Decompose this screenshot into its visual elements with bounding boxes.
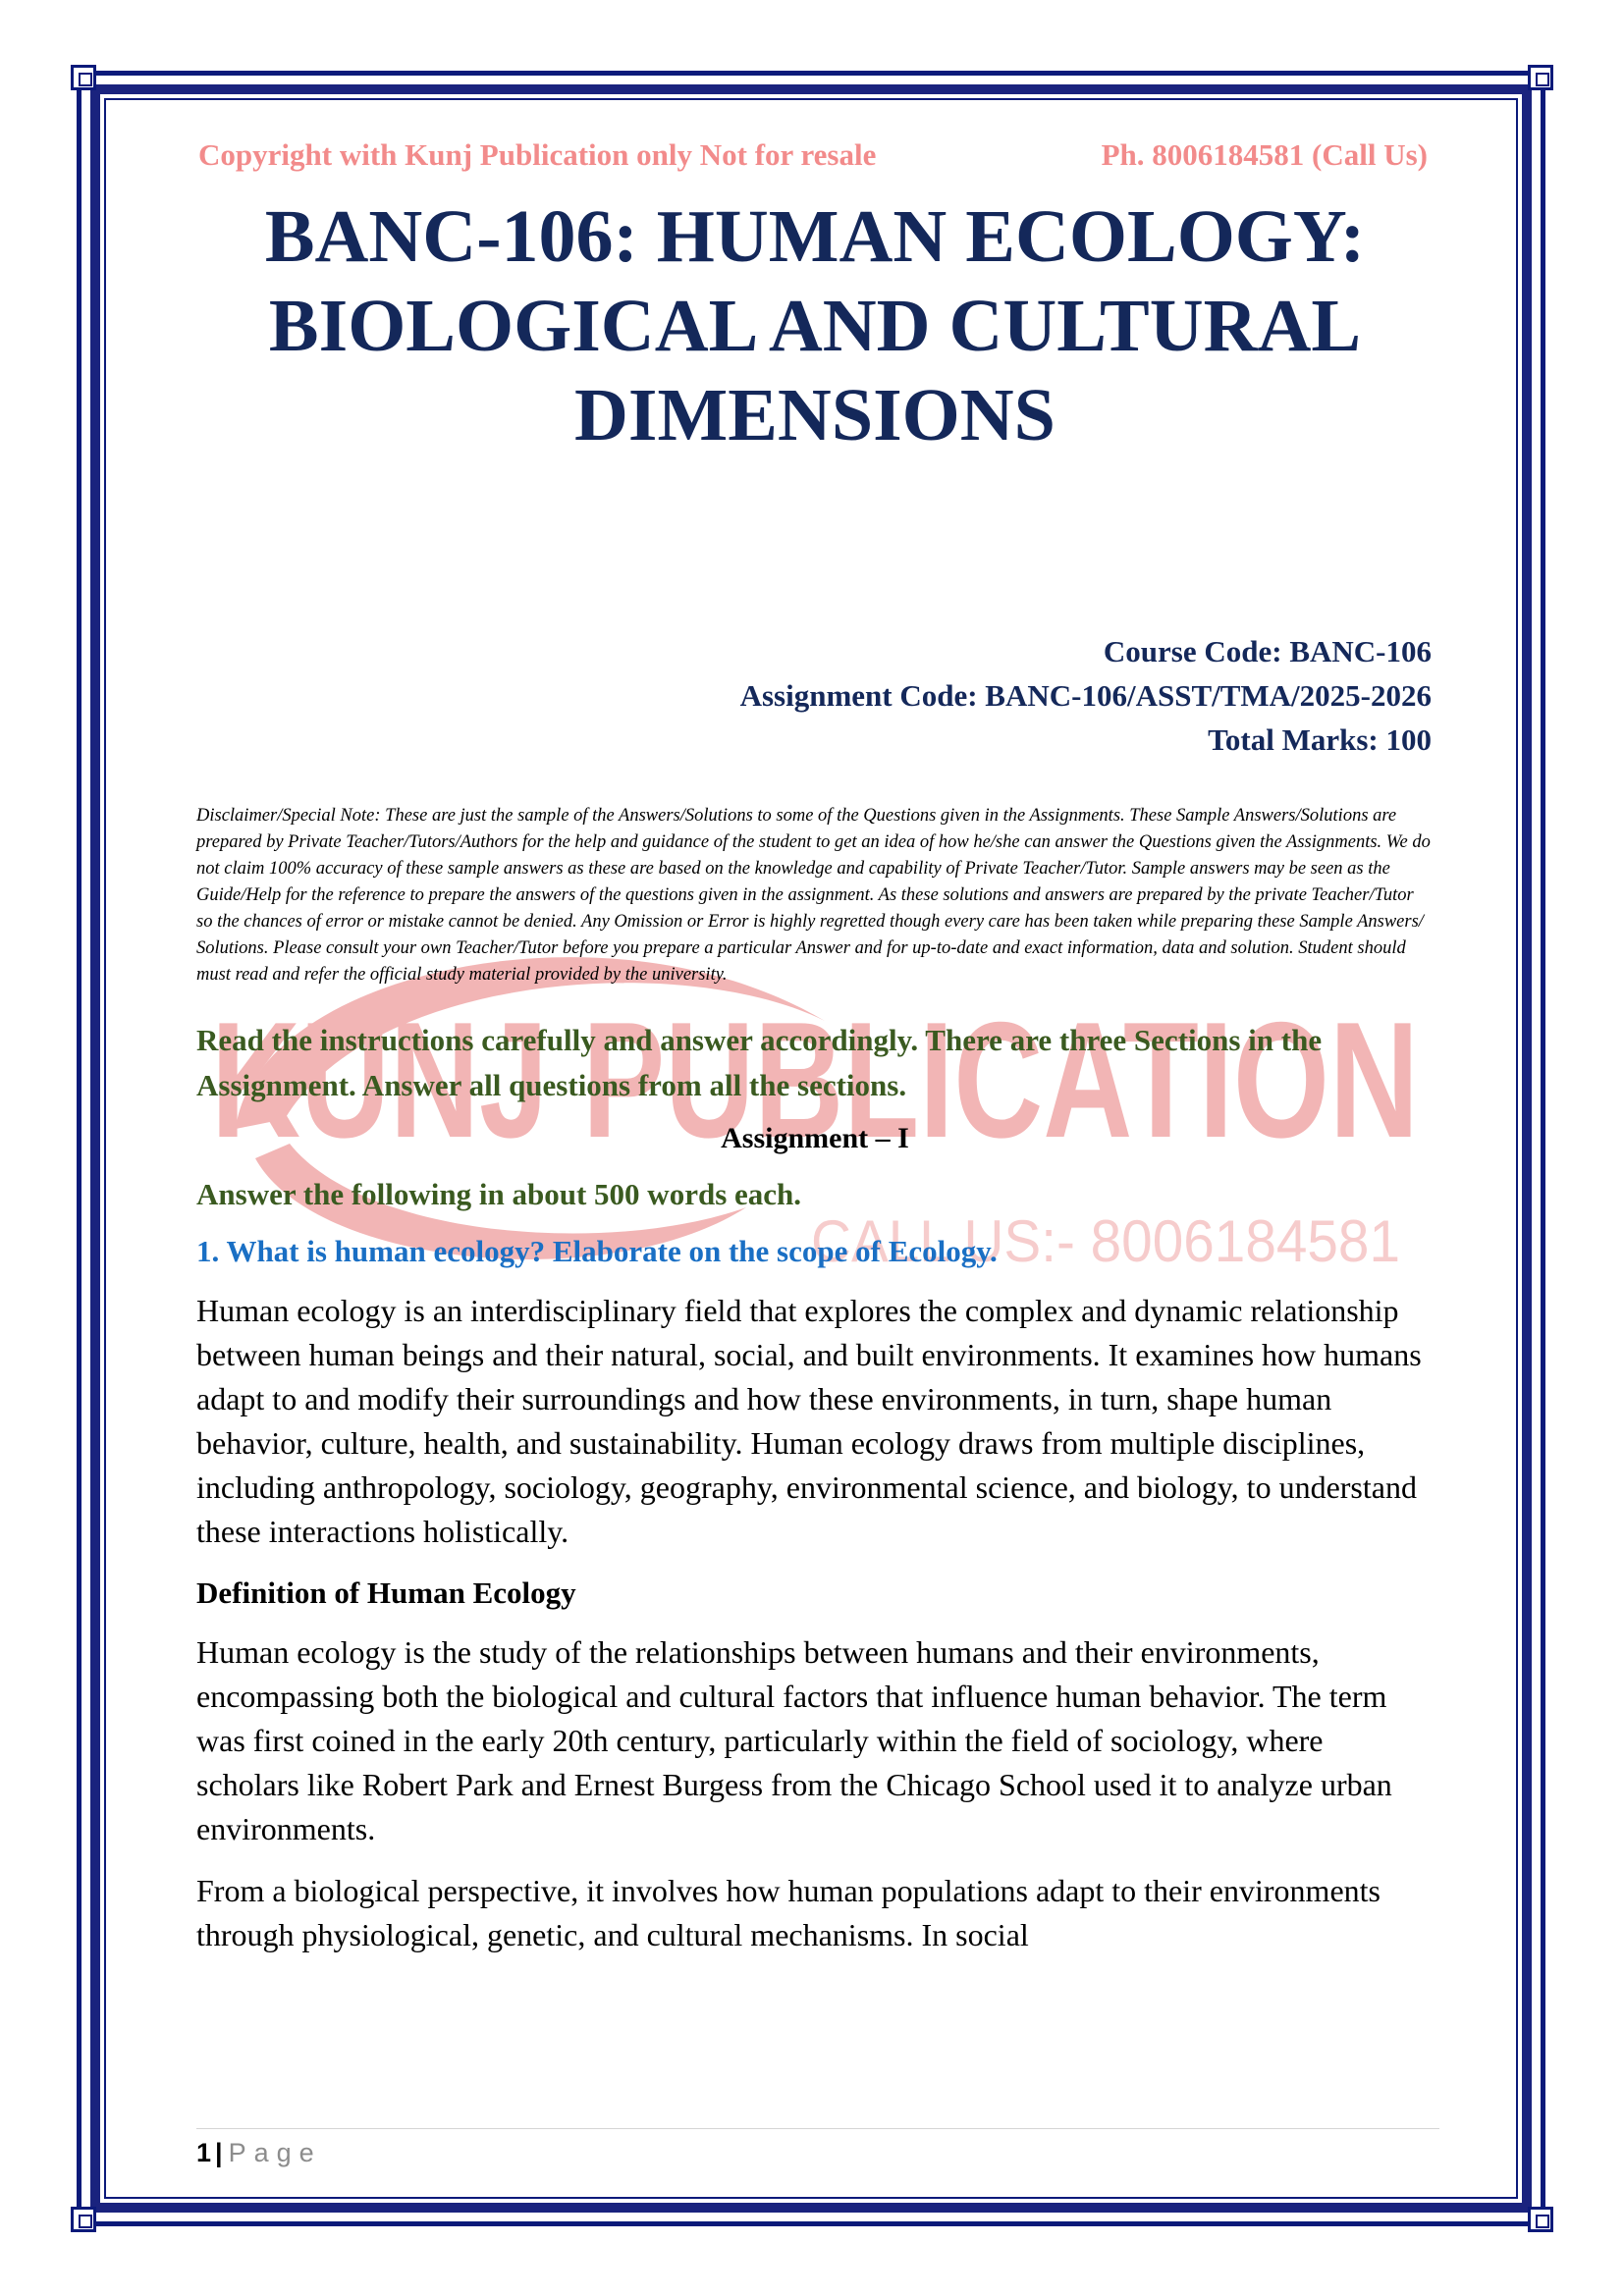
contact-phone: Ph. 8006184581 (Call Us)	[1101, 137, 1428, 172]
page-footer	[196, 2138, 322, 2168]
watermark-brand-text: KUNJ PUBLICATION	[211, 988, 1419, 1172]
answer-instructions: Answer the following in about 500 words each.	[196, 1177, 802, 1211]
course-codes	[196, 629, 1432, 762]
corner-ornament-bottom-left	[71, 2207, 96, 2232]
instructions: Read the instructions carefully and answer accordingly. There are three Sections in the Assignment. Answer all questions from all the sections.	[196, 1023, 1323, 1102]
paragraph-definition: Human ecology is the study of the relationships between humans and their environments, encompassing both the biological and cultural factors that influence human behavior. The term was first coined in the early 20th century, particularly within the field of sociology, where scholars like Robert Park and Ernest Burgess from the Chicago School used it to analyze urban environments.	[196, 1634, 1392, 1846]
total-marks: Total Marks: 100	[1208, 722, 1432, 757]
page-number: 1	[196, 2138, 212, 2167]
page-label: Page	[228, 2138, 322, 2167]
paragraph-biological: From a biological perspective, it involves how human populations adapt to their environments through physiological, genetic, and cultural mechanisms. In social	[196, 1873, 1380, 1952]
footer-divider	[196, 2128, 1439, 2129]
corner-ornament-top-left	[71, 65, 96, 90]
paragraph-intro: Human ecology is an interdisciplinary field that explores the complex and dynamic relationship between human beings and their natural, social, and built environments. It examines how humans adapt to and modify their surroundings and how these environments, in turn, shape human behavior, culture, health, and sustainability. Human ecology draws from multiple disciplines, including anthropology, sociology, geography, environmental science, and biology, to understand these interactions holistically.	[196, 1293, 1422, 1549]
title-line-1: BANC-106: HUMAN ECOLOGY:	[264, 195, 1366, 278]
assignment-code: Assignment Code: BANC-106/ASST/TMA/2025-2026	[739, 678, 1432, 713]
corner-ornament-bottom-right	[1528, 2207, 1553, 2232]
title-line-2: BIOLOGICAL AND CULTURAL	[268, 285, 1362, 367]
copyright-notice: Copyright with Kunj Publication only Not for resale	[198, 137, 877, 172]
title-line-3: DIMENSIONS	[574, 374, 1056, 456]
assignment-heading: Assignment – I	[721, 1122, 909, 1154]
page-content	[196, 128, 1434, 1957]
course-code: Course Code: BANC-106	[1103, 634, 1432, 668]
corner-ornament-top-right	[1528, 65, 1553, 90]
question-1: 1. What is human ecology? Elaborate on the scope of Ecology.	[196, 1234, 998, 1268]
copyright-header	[196, 137, 1434, 173]
footer-separator: |	[215, 2138, 223, 2167]
disclaimer-note: Disclaimer/Special Note: These are just the sample of the Answers/Solutions to some of the Questions given in the Assignments. These Sample Answers/Solutions are prepared by Private Teacher/Tutors/Authors for the help and guidance of the student to get an idea of how he/she can answer the Questions given the Assignments. We do not claim 100% accuracy of these sample answers as these are based on the knowledge and capability of Private Teacher/Tutor. Sample answers may be seen as the Guide/Help for the reference to prepare the answers of the questions given in the assignment. As these solutions and answers are prepared by the private Teacher/Tutor so the chances of error or mistake cannot be denied. Any Omission or Error is highly regretted though every care has been taken while preparing these Sample Answers/ Solutions. Please consult your own Teacher/Tutor before you prepare a particular Answer and for up-to-date and exact information, data and solution. Student should must read and refer the official study material provided by the university.	[196, 806, 1431, 985]
section-heading-definition: Definition of Human Ecology	[196, 1575, 576, 1610]
document-title	[196, 192, 1434, 460]
watermark-call-text: CALL US:- 8006184581	[811, 1208, 1400, 1274]
